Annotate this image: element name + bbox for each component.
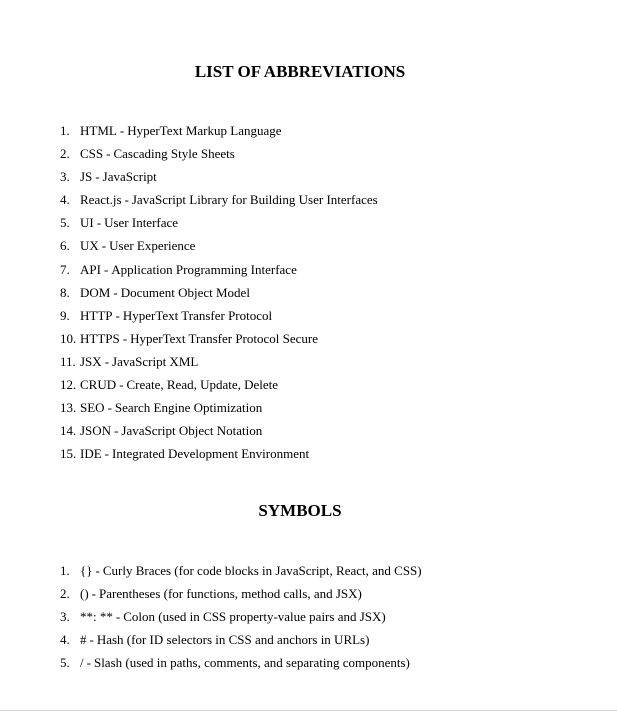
abbreviations-list (60, 122, 378, 468)
list-item: 1. HTML - HyperText Markup Language (60, 123, 282, 138)
list-item: 9. HTTP - HyperText Transfer Protocol (60, 307, 273, 323)
list-item: 11. JSX - JavaScript XML (60, 353, 199, 369)
list-item: 3. **: ** - Colon (used in CSS property-value pairs and JSX) (60, 609, 386, 625)
list-item: 14. JSON - JavaScript Object Notation (60, 423, 263, 439)
list-item: 7. API - Application Programming Interface (60, 261, 297, 277)
list-item: 5. UI - User Interface (60, 215, 179, 231)
list-item: 2. CSS - Cascading Style Sheets (60, 146, 235, 162)
symbols-list (60, 562, 422, 677)
page-bottom-divider (0, 710, 617, 711)
list-item: 13. SEO - Search Engine Optimization (60, 400, 263, 416)
list-item: 2. () - Parentheses (for functions, method calls, and JSX) (60, 586, 362, 602)
symbols-heading: SYMBOLS (258, 501, 342, 520)
list-item: 5. / - Slash (used in paths, comments, and separating components) (60, 655, 410, 671)
list-item: 12. CRUD - Create, Read, Update, Delete (60, 377, 279, 393)
list-item: 3. JS - JavaScript (60, 169, 157, 185)
list-item: 6. UX - User Experience (60, 238, 196, 254)
list-item: 1. {} - Curly Braces (for code blocks in JavaScript, React, and CSS) (60, 563, 422, 578)
list-item: 4. # - Hash (for ID selectors in CSS and anchors in URLs) (60, 632, 370, 648)
list-item: 10. HTTPS - HyperText Transfer Protocol Secure (60, 330, 318, 346)
list-item: 8. DOM - Document Object Model (60, 284, 250, 300)
list-item: 15. IDE - Integrated Development Environment (60, 446, 310, 462)
list-item: 4. React.js - JavaScript Library for Building User Interfaces (60, 192, 378, 208)
abbreviations-heading: LIST OF ABBREVIATIONS (194, 62, 406, 81)
